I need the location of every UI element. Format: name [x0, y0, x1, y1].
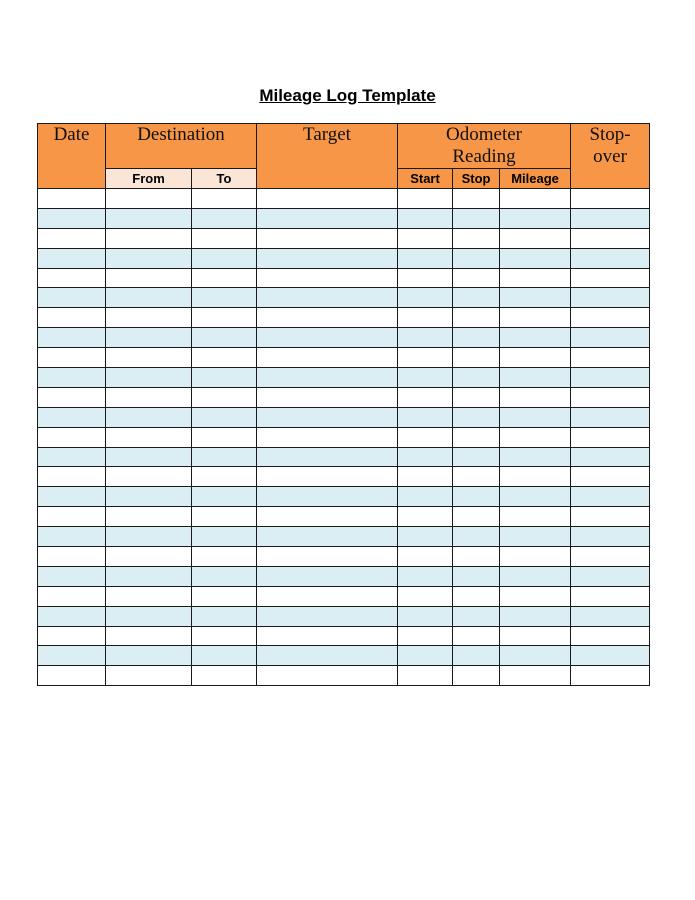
table-row [38, 189, 650, 209]
cell-stop[interactable] [453, 208, 500, 228]
cell-mileage[interactable] [500, 288, 571, 308]
cell-to[interactable] [192, 189, 257, 209]
header-stopover: Stop-over [571, 124, 650, 189]
cell-to[interactable] [192, 268, 257, 288]
cell-stop[interactable] [453, 228, 500, 248]
cell-stop[interactable] [453, 407, 500, 427]
cell-to[interactable] [192, 487, 257, 507]
cell-start[interactable] [398, 387, 453, 407]
cell-target[interactable] [257, 308, 398, 328]
cell-date[interactable] [38, 447, 106, 467]
cell-stopover[interactable] [571, 646, 650, 666]
cell-start[interactable] [398, 308, 453, 328]
cell-stopover[interactable] [571, 189, 650, 209]
cell-to[interactable] [192, 288, 257, 308]
cell-stop[interactable] [453, 547, 500, 567]
cell-target[interactable] [257, 268, 398, 288]
table-row [38, 368, 650, 388]
cell-stop[interactable] [453, 248, 500, 268]
cell-stop[interactable] [453, 447, 500, 467]
cell-stop[interactable] [453, 348, 500, 368]
cell-stop[interactable] [453, 387, 500, 407]
table-row [38, 348, 650, 368]
cell-stopover[interactable] [571, 348, 650, 368]
cell-mileage[interactable] [500, 368, 571, 388]
cell-stopover[interactable] [571, 387, 650, 407]
cell-to[interactable] [192, 467, 257, 487]
cell-from[interactable] [106, 328, 192, 348]
cell-stopover[interactable] [571, 547, 650, 567]
cell-stop[interactable] [453, 606, 500, 626]
document-title: Mileage Log Template [259, 86, 436, 105]
cell-from[interactable] [106, 626, 192, 646]
cell-from[interactable] [106, 407, 192, 427]
cell-stop[interactable] [453, 646, 500, 666]
header-target: Target [257, 124, 398, 189]
cell-mileage[interactable] [500, 348, 571, 368]
cell-to[interactable] [192, 666, 257, 686]
cell-from[interactable] [106, 467, 192, 487]
cell-date[interactable] [38, 189, 106, 209]
table-row [38, 447, 650, 467]
cell-stopover[interactable] [571, 208, 650, 228]
table-row [38, 467, 650, 487]
cell-to[interactable] [192, 566, 257, 586]
table-row [38, 646, 650, 666]
cell-stopover[interactable] [571, 268, 650, 288]
cell-stopover[interactable] [571, 666, 650, 686]
cell-date[interactable] [38, 308, 106, 328]
cell-mileage[interactable] [500, 268, 571, 288]
table-row [38, 208, 650, 228]
cell-target[interactable] [257, 427, 398, 447]
cell-stop[interactable] [453, 268, 500, 288]
cell-mileage[interactable] [500, 208, 571, 228]
table-row [38, 268, 650, 288]
cell-target[interactable] [257, 547, 398, 567]
cell-target[interactable] [257, 646, 398, 666]
cell-from[interactable] [106, 447, 192, 467]
cell-date[interactable] [38, 407, 106, 427]
cell-start[interactable] [398, 586, 453, 606]
cell-date[interactable] [38, 646, 106, 666]
log-body [38, 189, 650, 686]
cell-stop[interactable] [453, 467, 500, 487]
cell-mileage[interactable] [500, 527, 571, 547]
subheader-start: Start [398, 169, 453, 189]
cell-target[interactable] [257, 407, 398, 427]
cell-to[interactable] [192, 308, 257, 328]
subheader-from: From [106, 169, 192, 189]
cell-from[interactable] [106, 348, 192, 368]
cell-start[interactable] [398, 447, 453, 467]
subheader-stop: Stop [453, 169, 500, 189]
cell-start[interactable] [398, 328, 453, 348]
cell-target[interactable] [257, 507, 398, 527]
cell-stopover[interactable] [571, 308, 650, 328]
table-row [38, 248, 650, 268]
cell-stop[interactable] [453, 368, 500, 388]
cell-date[interactable] [38, 566, 106, 586]
cell-start[interactable] [398, 368, 453, 388]
cell-to[interactable] [192, 586, 257, 606]
cell-to[interactable] [192, 328, 257, 348]
cell-stop[interactable] [453, 626, 500, 646]
table-row [38, 507, 650, 527]
cell-target[interactable] [257, 348, 398, 368]
cell-to[interactable] [192, 626, 257, 646]
cell-mileage[interactable] [500, 606, 571, 626]
table-row [38, 606, 650, 626]
cell-stopover[interactable] [571, 626, 650, 646]
cell-target[interactable] [257, 328, 398, 348]
cell-from[interactable] [106, 646, 192, 666]
cell-mileage[interactable] [500, 467, 571, 487]
cell-date[interactable] [38, 626, 106, 646]
cell-from[interactable] [106, 208, 192, 228]
cell-to[interactable] [192, 447, 257, 467]
cell-target[interactable] [257, 208, 398, 228]
cell-stop[interactable] [453, 328, 500, 348]
cell-to[interactable] [192, 547, 257, 567]
cell-stopover[interactable] [571, 487, 650, 507]
cell-start[interactable] [398, 228, 453, 248]
cell-target[interactable] [257, 189, 398, 209]
table-row [38, 288, 650, 308]
cell-target[interactable] [257, 228, 398, 248]
cell-target[interactable] [257, 666, 398, 686]
cell-date[interactable] [38, 507, 106, 527]
cell-stop[interactable] [453, 566, 500, 586]
cell-stopover[interactable] [571, 288, 650, 308]
cell-stopover[interactable] [571, 586, 650, 606]
cell-to[interactable] [192, 387, 257, 407]
cell-target[interactable] [257, 527, 398, 547]
cell-start[interactable] [398, 288, 453, 308]
cell-mileage[interactable] [500, 189, 571, 209]
cell-date[interactable] [38, 666, 106, 686]
cell-mileage[interactable] [500, 566, 571, 586]
cell-mileage[interactable] [500, 407, 571, 427]
cell-date[interactable] [38, 328, 106, 348]
cell-mileage[interactable] [500, 328, 571, 348]
cell-from[interactable] [106, 427, 192, 447]
cell-target[interactable] [257, 288, 398, 308]
cell-to[interactable] [192, 348, 257, 368]
table-row [38, 427, 650, 447]
cell-start[interactable] [398, 189, 453, 209]
cell-start[interactable] [398, 248, 453, 268]
cell-stopover[interactable] [571, 328, 650, 348]
cell-target[interactable] [257, 447, 398, 467]
cell-stopover[interactable] [571, 368, 650, 388]
cell-stop[interactable] [453, 487, 500, 507]
cell-mileage[interactable] [500, 427, 571, 447]
cell-to[interactable] [192, 527, 257, 547]
cell-start[interactable] [398, 348, 453, 368]
cell-to[interactable] [192, 507, 257, 527]
cell-to[interactable] [192, 248, 257, 268]
cell-to[interactable] [192, 427, 257, 447]
cell-from[interactable] [106, 308, 192, 328]
table-row [38, 527, 650, 547]
header-odometer-reading: Odometer Reading [398, 124, 571, 169]
cell-target[interactable] [257, 487, 398, 507]
cell-mileage[interactable] [500, 666, 571, 686]
cell-date[interactable] [38, 248, 106, 268]
cell-stop[interactable] [453, 308, 500, 328]
cell-from[interactable] [106, 189, 192, 209]
cell-mileage[interactable] [500, 228, 571, 248]
table-row [38, 626, 650, 646]
cell-date[interactable] [38, 348, 106, 368]
cell-date[interactable] [38, 228, 106, 248]
cell-date[interactable] [38, 268, 106, 288]
cell-to[interactable] [192, 228, 257, 248]
cell-date[interactable] [38, 606, 106, 626]
table-row [38, 586, 650, 606]
subheader-to: To [192, 169, 257, 189]
cell-date[interactable] [38, 467, 106, 487]
cell-stop[interactable] [453, 189, 500, 209]
cell-stop[interactable] [453, 288, 500, 308]
cell-stop[interactable] [453, 507, 500, 527]
cell-mileage[interactable] [500, 308, 571, 328]
table-row [38, 666, 650, 686]
cell-stopover[interactable] [571, 447, 650, 467]
cell-start[interactable] [398, 606, 453, 626]
cell-start[interactable] [398, 407, 453, 427]
cell-start[interactable] [398, 487, 453, 507]
cell-date[interactable] [38, 427, 106, 447]
cell-from[interactable] [106, 368, 192, 388]
cell-target[interactable] [257, 248, 398, 268]
cell-start[interactable] [398, 626, 453, 646]
cell-from[interactable] [106, 248, 192, 268]
cell-to[interactable] [192, 606, 257, 626]
cell-from[interactable] [106, 228, 192, 248]
cell-to[interactable] [192, 407, 257, 427]
cell-date[interactable] [38, 527, 106, 547]
cell-mileage[interactable] [500, 507, 571, 527]
cell-stopover[interactable] [571, 467, 650, 487]
cell-mileage[interactable] [500, 586, 571, 606]
cell-from[interactable] [106, 586, 192, 606]
cell-mileage[interactable] [500, 248, 571, 268]
cell-from[interactable] [106, 547, 192, 567]
cell-start[interactable] [398, 507, 453, 527]
table-row [38, 328, 650, 348]
cell-to[interactable] [192, 646, 257, 666]
cell-target[interactable] [257, 368, 398, 388]
cell-stopover[interactable] [571, 527, 650, 547]
cell-stop[interactable] [453, 427, 500, 447]
mileage-log-table [37, 123, 650, 686]
cell-from[interactable] [106, 566, 192, 586]
cell-target[interactable] [257, 566, 398, 586]
cell-start[interactable] [398, 527, 453, 547]
cell-start[interactable] [398, 666, 453, 686]
table-row [38, 547, 650, 567]
cell-start[interactable] [398, 646, 453, 666]
cell-from[interactable] [106, 606, 192, 626]
cell-stop[interactable] [453, 586, 500, 606]
cell-from[interactable] [106, 487, 192, 507]
cell-mileage[interactable] [500, 447, 571, 467]
table-row [38, 566, 650, 586]
cell-stopover[interactable] [571, 427, 650, 447]
table-row [38, 487, 650, 507]
cell-date[interactable] [38, 288, 106, 308]
cell-stopover[interactable] [571, 248, 650, 268]
header-date: Date [38, 124, 106, 189]
cell-target[interactable] [257, 467, 398, 487]
cell-stopover[interactable] [571, 228, 650, 248]
cell-stopover[interactable] [571, 606, 650, 626]
cell-date[interactable] [38, 547, 106, 567]
table-row [38, 387, 650, 407]
cell-stop[interactable] [453, 527, 500, 547]
cell-mileage[interactable] [500, 547, 571, 567]
cell-start[interactable] [398, 467, 453, 487]
cell-to[interactable] [192, 208, 257, 228]
cell-target[interactable] [257, 626, 398, 646]
subheader-mileage: Mileage [500, 169, 571, 189]
cell-from[interactable] [106, 268, 192, 288]
cell-mileage[interactable] [500, 487, 571, 507]
cell-start[interactable] [398, 208, 453, 228]
cell-to[interactable] [192, 368, 257, 388]
cell-stop[interactable] [453, 666, 500, 686]
cell-start[interactable] [398, 547, 453, 567]
cell-date[interactable] [38, 368, 106, 388]
table-row [38, 228, 650, 248]
cell-target[interactable] [257, 387, 398, 407]
table-row [38, 308, 650, 328]
cell-start[interactable] [398, 427, 453, 447]
cell-from[interactable] [106, 666, 192, 686]
cell-from[interactable] [106, 527, 192, 547]
cell-date[interactable] [38, 586, 106, 606]
cell-stopover[interactable] [571, 566, 650, 586]
cell-mileage[interactable] [500, 387, 571, 407]
cell-date[interactable] [38, 208, 106, 228]
cell-target[interactable] [257, 606, 398, 626]
cell-target[interactable] [257, 586, 398, 606]
cell-from[interactable] [106, 387, 192, 407]
cell-mileage[interactable] [500, 626, 571, 646]
cell-from[interactable] [106, 507, 192, 527]
header-destination: Destination [106, 124, 257, 169]
table-row [38, 407, 650, 427]
cell-from[interactable] [106, 288, 192, 308]
cell-start[interactable] [398, 566, 453, 586]
cell-start[interactable] [398, 268, 453, 288]
cell-stopover[interactable] [571, 407, 650, 427]
cell-date[interactable] [38, 387, 106, 407]
cell-stopover[interactable] [571, 507, 650, 527]
cell-mileage[interactable] [500, 646, 571, 666]
cell-date[interactable] [38, 487, 106, 507]
